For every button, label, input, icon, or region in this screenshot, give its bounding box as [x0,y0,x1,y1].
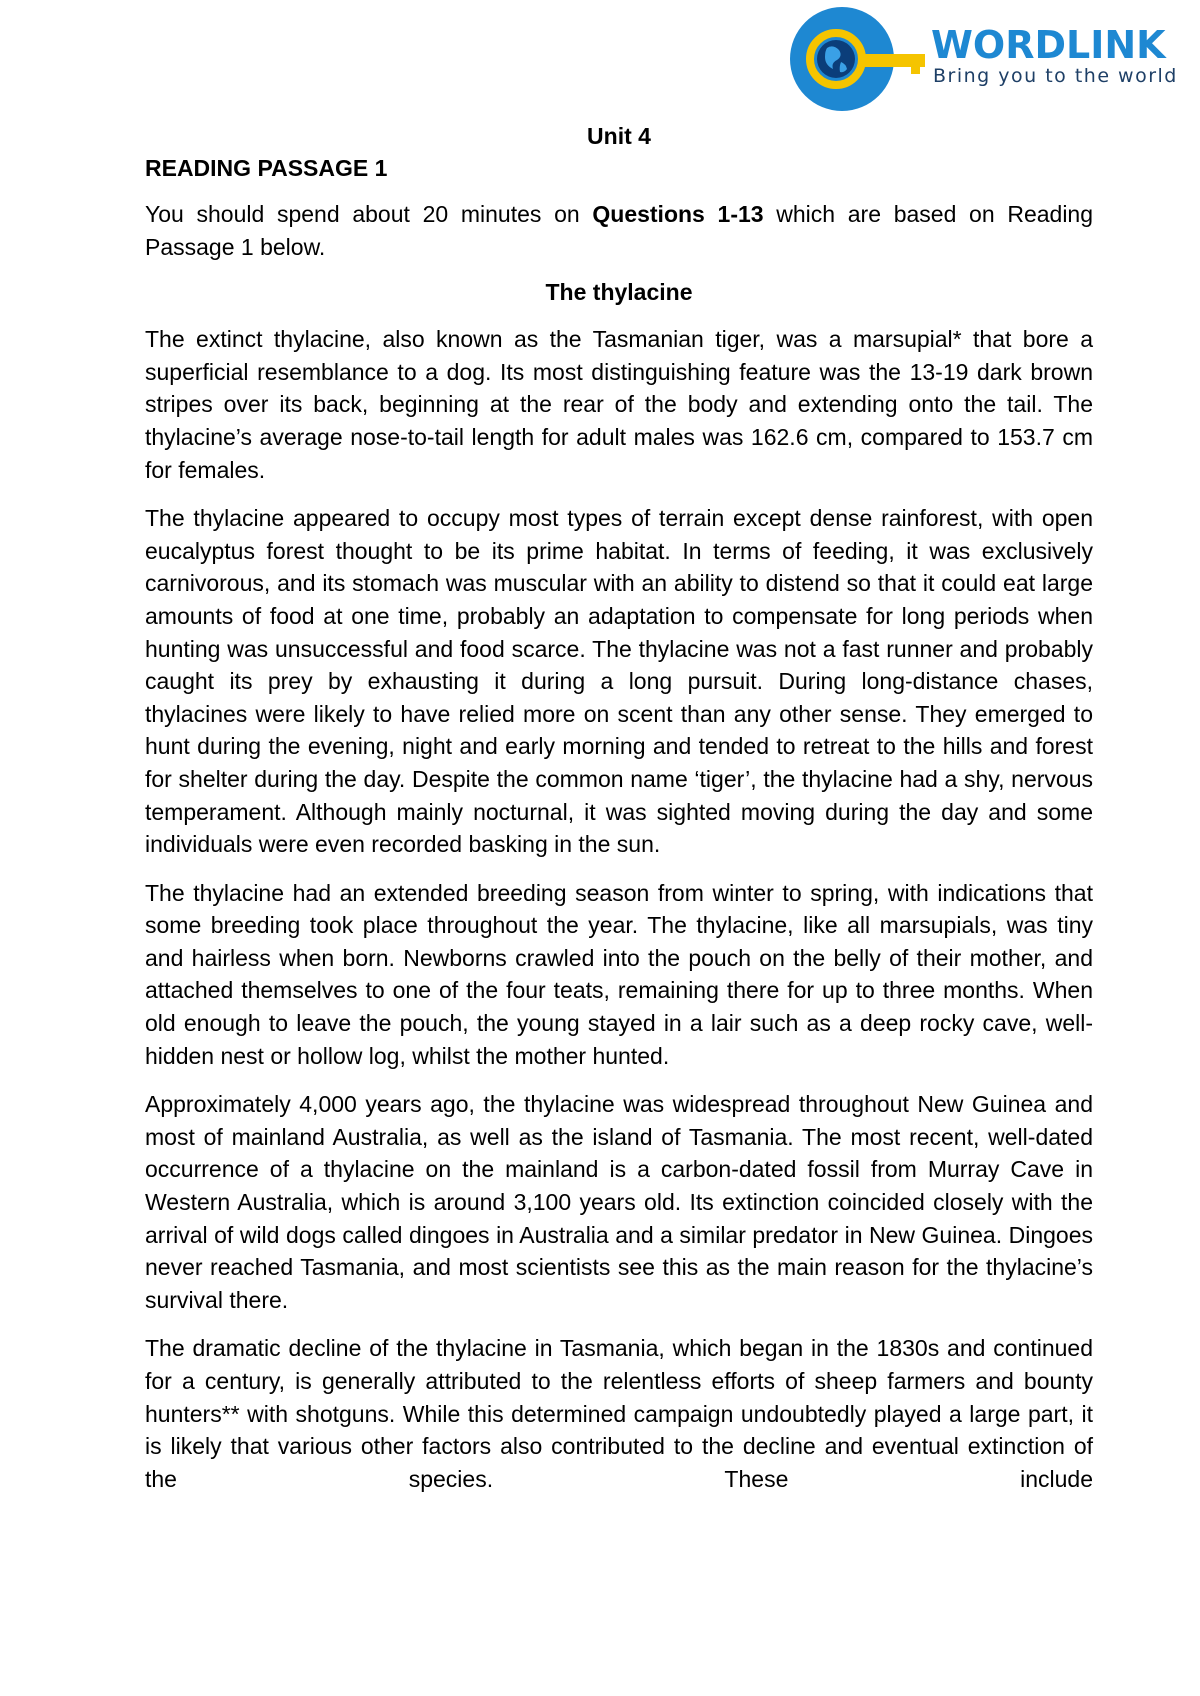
unit-title: Unit 4 [587,123,651,149]
wordlink-logo [783,2,1183,120]
instructions: You should spend about 20 minutes on Questions 1-13 which are based on Reading Passage 1 below. [145,201,1094,260]
paragraph: Approximately 4,000 years ago, the thylacine was widespread throughout New Guinea and most of mainland Australia, as well as the island of Tasmania. The most recent, well-dated occurrence of a thylacine on the mainland is a carbon-dated fossil from Murray Cave in Western Australia, which is around 3,100 years old. Its extinction coincided closely with the arrival of wild dogs called dingoes in Australia and a similar predator in New Guinea. Dingoes never reached Tasmania, and most scientists see this as the main reason for the thylacine’s survival there. [145,1091,1093,1313]
passage-title: The thylacine [545,279,693,306]
logo-tagline: Bring you to the world [933,65,1178,87]
logo-brand-text: WORDLINK [931,23,1166,67]
passage-label: READING PASSAGE 1 [145,155,388,181]
logo-key-tooth [911,64,920,74]
questions-range: Questions 1-13 [592,201,764,227]
paragraph: The thylacine had an extended breeding season from winter to spring, with indications that some breeding took place throughout the year. The thylacine, like all marsupials, was tiny and hairless when born. Newborns crawled into the pouch on the belly of their mother, and attached themselves to one of the four teats, remaining there for up to three months. When old enough to leave the pouch, the young stayed in a lair such as a deep rocky cave, well-hidden nest or hollow log, whilst the mother hunted. [145,879,1093,1069]
paragraph: The extinct thylacine, also known as the Tasmanian tiger, was a marsupial* that bore a superficial resemblance to a dog. Its most distinguishing feature was the 13-19 dark brown stripes over its back, beginning at the rear of the body and extending onto the tail. The thylacine’s average nose-to-tail length for adult males was 162.6 cm, compared to 153.7 cm for females. [145,326,1093,483]
paragraph: The dramatic decline of the thylacine in Tasmania, which began in the 1830s and continued for a century, is generally attributed to the relentless efforts of sheep farmers and bounty hunters** with shotguns. While this determined campaign undoubtedly played a large part, it is likely that various other factors also contributed to the decline and eventual extinction of the species. These include [145,1335,1093,1492]
document-page [145,120,1093,1511]
paragraph: The thylacine appeared to occupy most types of terrain except dense rainforest, with open eucalyptus forest thought to be its prime habitat. In terms of feeding, it was exclusively carnivorous, and its stomach was muscular with an ability to distend so that it could eat large amounts of food at one time, probably an adaptation to compensate for long periods when hunting was unsuccessful and food scarce. The thylacine was not a fast runner and probably caught its prey by exhausting it during a long pursuit. During long-distance chases, thylacines were likely to have relied more on scent than any other sense. They emerged to hunt during the evening, night and early morning and tended to retreat to the hills and forest for shelter during the day. Despite the common name ‘tiger’, the thylacine had a shy, nervous temperament. Although mainly nocturnal, it was sighted moving during the day and some individuals were even recorded basking in the sun. [145,505,1093,858]
